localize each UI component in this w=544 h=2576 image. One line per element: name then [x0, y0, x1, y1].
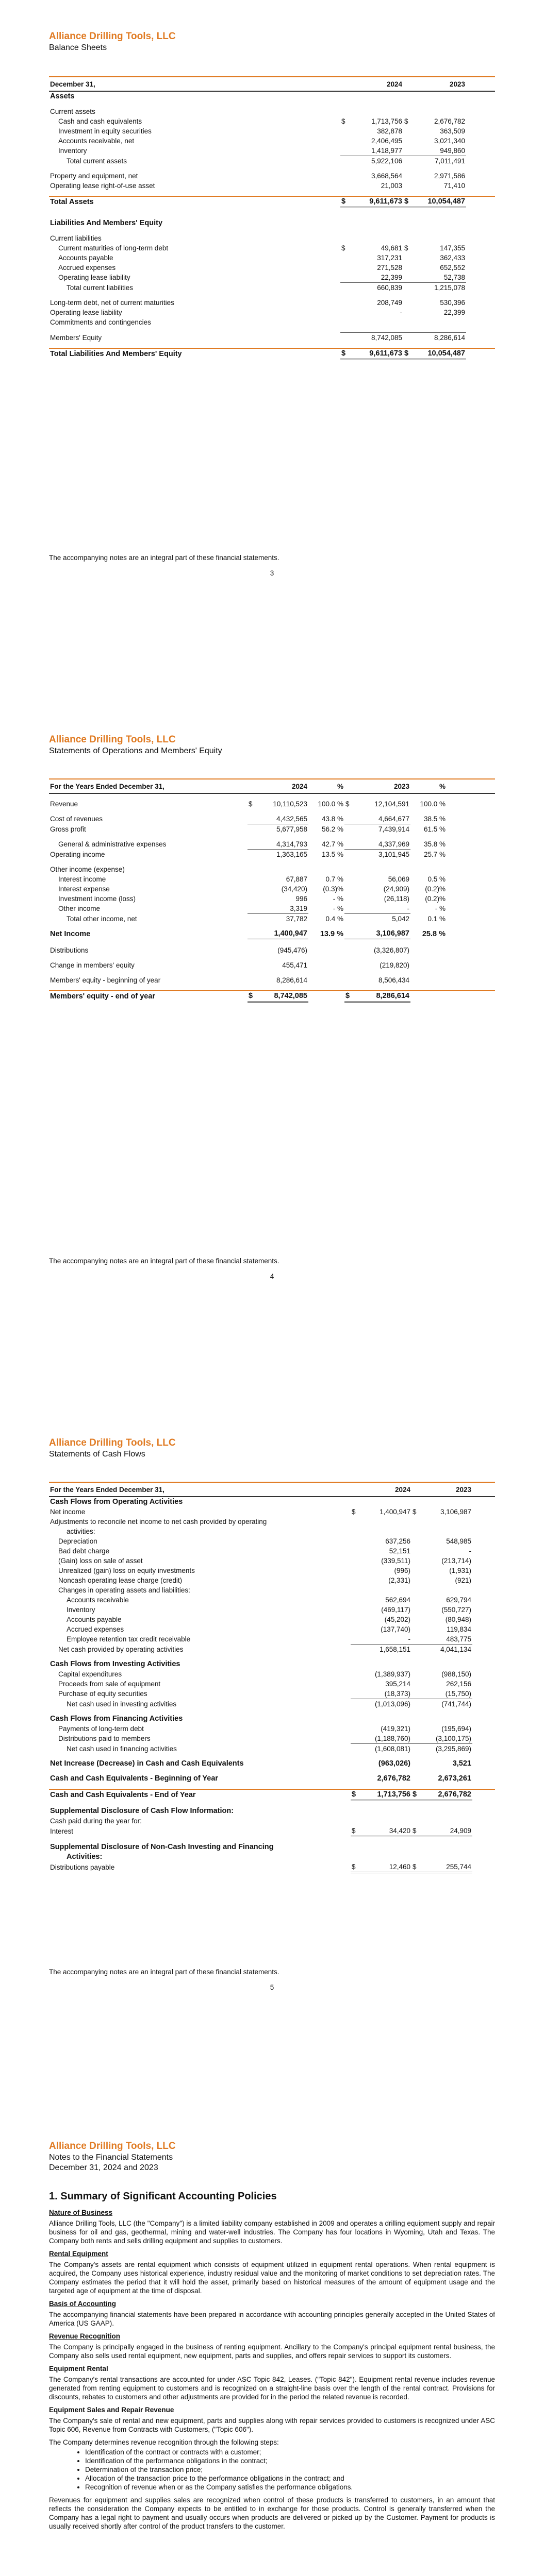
table-row: Cash and cash equivalents $ 1,713,756 $ 2,676,782 [58, 117, 465, 125]
statement-subtitle: December 31, 2024 and 2023 [49, 2163, 158, 2172]
steps-list [49, 2448, 495, 2492]
table-row: Cost of revenues 4,432,565 43.8 % 4,664,677 38.5 % [50, 815, 446, 823]
notes-body [49, 2192, 495, 2535]
table-row: Total current liabilities 660,839 1,215,078 [49, 283, 495, 293]
table-row: Operating lease liability 22,399 52,738 [58, 274, 465, 282]
table-row: Accrued expenses 271,528 652,552 [58, 264, 465, 272]
row-label: Current assets [50, 108, 95, 115]
table-row: Accounts payable 317,231 362,433 [58, 254, 465, 262]
table-row: Other income 3,319 - % - - % [58, 905, 446, 913]
cash-flows-table: For the Years Ended December 31, 2024 2023 Cash Flows from Operating Activities Net income $ 1,400,947 $ 3,106,987 Adjustments to reconcile net income to net cash provided by operating activities: Depreciation 637,256 548,985 Bad debt charge 52,151 - (Gain) loss on sale of asset (339,511) (213,714) Unrealized (gain) loss on equity investments (996) (1,931) Noncash operating lease charge (credit) (2,331) (921) Changes in operating assets and liabilities: Accounts receivable 562,694 629,794 Inventory (469,117) (550,727) Accounts payable (45,202) (80,948) Accrued expenses (137,740) 119,834 Employee retention tax credit receivable - 483,775 Net cash provided by operating activities 1,658,151 4,041,134 Cash Flows from Investing Activities Capital expenditures (1,389,937) (988,150) Proceeds from sale of equipment 395,214 262,156 Purchase of equity securities (18,373) (15,750) Net cash used in investing activities (1,013,096) (741,744) Cash Flows from Financing Activities Payments of long-term debt (419,321) (195,694) Distributions paid to members (1,188,760) (3,100,175) Net cash used in financing activities (1,608,081) (3,295,869) Net Increase (Decrease) in Cash and Cash Equivalents (963,026) 3,521 Cash and Cash Equivalents - Beginning of Year 2,676,782 2,673,261 Cash and Cash Equivalents - End of Year $ 1,713,756 $ 2,676,782 Supplemental Disclosure of Cash Flow Information: Cash paid during the year for: Interest $ 34,420 $ 24,909 Supplemental Disclosure of Non-Cash Investing and Financing Activities: Distributions payable $ 12,460 $ 255,744 [49, 1482, 495, 1873]
table-header: December 31, 2024 2023 [49, 77, 495, 91]
operations-table [49, 778, 495, 1003]
list-item: • Determination of the transaction price; [85, 2465, 495, 2474]
table-row: Bad debt charge 52,151 - [58, 1547, 471, 1555]
paragraph: The Company determines revenue recognition through the following steps: [49, 2438, 279, 2446]
table-row: Distributions (945,476) (3,326,807) [50, 946, 409, 954]
table-header: For the Years Ended December 31, 2024 2023 [49, 1482, 495, 1497]
table-row: Investment income (loss) 996 - % (26,118) (0.2)% [58, 895, 446, 903]
table-row: Noncash operating lease charge (credit) (2,331) (921) [58, 1577, 471, 1584]
table-row: Net cash used in investing activities (1,013,096) (741,744) [49, 1699, 495, 1709]
table-row: Long-term debt, net of current maturities 208,749 530,396 [50, 299, 465, 307]
table-row: Payments of long-term debt (419,321) (195,694) [58, 1725, 471, 1733]
page-balance-sheet [0, 0, 544, 703]
table-row: Net income $ 1,400,947 $ 3,106,987 [50, 1508, 471, 1516]
statement-title: Balance Sheets [49, 43, 107, 52]
page-number: 5 [270, 1984, 274, 1991]
table-row: Accounts receivable 562,694 629,794 [67, 1596, 471, 1604]
company-name: Alliance Drilling Tools, LLC [49, 2141, 176, 2151]
table-row: activities: [67, 1528, 95, 1535]
table-row: Distributions paid to members (1,188,760) (3,100,175) [58, 1735, 471, 1743]
total-row: Members' equity - end of year $ 8,742,085 $ 8,286,614 [49, 991, 495, 1002]
paragraph: The Company's sale of rental and new equipment, parts and supplies along with repair services provided to customers is recognized under ASC Topic 606, Revenue from Contracts with Customers, ("Topic 606"). [49, 2417, 495, 2433]
section-heading: Supplemental Disclosure of Non-Cash Investing and Financing [50, 1843, 274, 1851]
paragraph: The Company is principally engaged in the business of renting equipment. Ancillary to the Company's principal equipment rental business, the Company also sells used rental equipment, new equipment, parts and supplies, and offers repair services to support its customers. [49, 2343, 495, 2360]
footnote: The accompanying notes are an integral part of these financial statements. [49, 554, 279, 562]
statement-title: Statements of Cash Flows [49, 1450, 145, 1459]
statement-title: Statements of Operations and Members' Equity [49, 747, 222, 755]
subheading: Revenue Recognition [49, 2332, 121, 2340]
total-row: Total Liabilities And Members' Equity $ 9,611,673 $ 10,054,487 [49, 348, 495, 360]
table-row: Net cash used in financing activities (1,608,081) (3,295,869) [49, 1744, 495, 1754]
section-heading: Cash Flows from Financing Activities [50, 1715, 183, 1723]
table-row: Property and equipment, net 3,668,564 2,971,586 [50, 172, 465, 180]
list-item: • Allocation of the transaction price to the performance obligations in the contract; and [85, 2474, 495, 2483]
statement-title: Notes to the Financial Statements [49, 2153, 173, 2162]
section-heading: 1. Summary of Significant Accounting Policies [49, 2191, 277, 2202]
list-item: • Recognition of revenue when or as the Company satisfies the performance obligations. [85, 2483, 495, 2492]
paragraph: The accompanying financial statements have been prepared in accordance with accounting principles generally accepted in the United States of America (US GAAP). [49, 2311, 495, 2327]
table-row: Adjustments to reconcile net income to net cash provided by operating [50, 1518, 267, 1526]
table-row: Capital expenditures (1,389,937) (988,150) [58, 1670, 471, 1678]
total-row: Cash and Cash Equivalents - End of Year $ 1,713,756 $ 2,676,782 [49, 1789, 495, 1801]
page-operations [0, 703, 544, 1406]
table-row: Net cash provided by operating activities 1,658,151 4,041,134 [49, 1645, 495, 1655]
subheading: Basis of Accounting [49, 2300, 117, 2308]
table-row: Accrued expenses (137,740) 119,834 [67, 1625, 471, 1633]
table-row: Total other income, net 37,782 0.4 % 5,042 0.1 % [49, 914, 495, 924]
table-row: Operating income 1,363,165 13.5 % 3,101,945 25.7 % [49, 850, 495, 860]
table-row: General & administrative expenses 4,314,793 42.7 % 4,337,969 35.8 % [58, 840, 446, 849]
company-name: Alliance Drilling Tools, LLC [49, 31, 176, 42]
table-row: Current maturities of long-term debt $ 49,681 $ 147,355 [58, 244, 465, 252]
section-heading: Cash Flows from Operating Activities [50, 1498, 183, 1506]
table-row: Investment in equity securities 382,878 363,509 [58, 127, 465, 135]
subheading: Rental Equipment [49, 2250, 108, 2258]
table-row: Proceeds from sale of equipment 395,214 262,156 [58, 1680, 471, 1688]
total-row: Cash and Cash Equivalents - Beginning of Year 2,676,782 2,673,261 [50, 1774, 471, 1783]
paragraph: The Company's rental transactions are accounted for under ASC Topic 842, Leases. ("Topic 842"). Equipment rental revenue includes revenue generated from renting equipment to customers and is recognized on a straight-line basis over the length of the rental contract. Provisions for discounts, rebates to customers and other adjustments are provided for in the period the related revenue is recorded. [49, 2376, 495, 2401]
table-row: Interest expense (34,420) (0.3)% (24,909) (0.2)% [58, 885, 446, 893]
subheading: Nature of Business [49, 2209, 113, 2216]
table-row: Operating lease right-of-use asset 21,003 71,410 [50, 182, 465, 190]
table-row: Distributions payable $ 12,460 $ 255,744 [49, 1862, 495, 1873]
footnote: The accompanying notes are an integral part of these financial statements. [49, 1257, 279, 1265]
page-number: 4 [270, 1273, 274, 1280]
table-row: Total current assets 5,922,106 7,011,491 [49, 156, 495, 166]
page-cash-flows [0, 1406, 544, 2110]
table-row: Members' equity - beginning of year 8,286,614 8,506,434 [50, 976, 409, 984]
table-row: Operating lease liability - 22,399 [50, 309, 465, 316]
table-row: Purchase of equity securities (18,373) (15,750) [58, 1690, 471, 1698]
table-row: Commitments and contingencies [50, 318, 151, 326]
table-header: For the Years Ended December 31, 2024 % 2023 % [49, 779, 495, 793]
table-row: Interest income 67,887 0.7 % 56,069 0.5 % [58, 875, 446, 883]
table-row: Accounts receivable, net 2,406,495 3,021,340 [58, 137, 465, 145]
list-item: • Identification of the contract or contracts with a customer; [85, 2448, 495, 2456]
table-row: Accounts payable (45,202) (80,948) [67, 1616, 471, 1623]
subheading: Equipment Rental [49, 2365, 108, 2372]
table-row: Unrealized (gain) loss on equity investments (996) (1,931) [58, 1567, 471, 1574]
footnote: The accompanying notes are an integral part of these financial statements. [49, 1968, 279, 1976]
list-item: • Identification of the performance obligations in the contract; [85, 2456, 495, 2465]
table-row: Interest $ 34,420 $ 24,909 [49, 1826, 495, 1837]
company-name: Alliance Drilling Tools, LLC [49, 1437, 176, 1448]
total-row: Total Assets $ 9,611,673 $ 10,054,487 [49, 196, 495, 208]
subheading: Equipment Sales and Repair Revenue [49, 2406, 174, 2414]
table-row: Revenue $ 10,110,523 100.0 % $ 12,104,591 100.0 % [50, 800, 446, 808]
row-label: Current liabilities [50, 234, 102, 242]
page-notes [0, 2110, 544, 2576]
section-heading: Cash Flows from Investing Activities [50, 1660, 180, 1668]
table-row: Members' Equity 8,742,085 8,286,614 [49, 333, 495, 343]
table-row: Changes in operating assets and liabilities: [58, 1586, 190, 1594]
paragraph: Alliance Drilling Tools, LLC (the "Company") is a limited liability company established in 2009 and operates a drilling equipment supply and repair business for oil and gas, geothermal, mining and water-well industries. The Company has four locations in Wyoming, Utah and Texas. The Company both rents and sells drilling equipment and supplies to customers. [49, 2219, 495, 2245]
section-heading: Liabilities And Members' Equity [50, 219, 163, 227]
table-row: Gross profit 5,677,958 56.2 % 7,439,914 61.5 % [49, 824, 495, 835]
total-row: Net Increase (Decrease) in Cash and Cash Equivalents (963,026) 3,521 [50, 1759, 471, 1768]
table-row: (Gain) loss on sale of asset (339,511) (213,714) [58, 1557, 471, 1565]
table-row: Change in members' equity 455,471 (219,820) [50, 961, 409, 969]
company-name: Alliance Drilling Tools, LLC [49, 734, 176, 745]
table-row: Inventory (469,117) (550,727) [67, 1606, 471, 1614]
section-heading: Assets [50, 92, 75, 100]
paragraph: The Company's assets are rental equipment which consists of equipment utilized in equipment rental operations. When rental equipment is acquired, the Company uses historical experience, industry residual value and the monitoring of market conditions to set depreciation rates. The Company estimates the period that it will hold the asset, primarily based on historical measures of the amount of equipment usage and the targeted age of equipment at the time of disposal. [49, 2261, 495, 2295]
table-row: Employee retention tax credit receivable - 483,775 [67, 1635, 471, 1643]
section-heading: Supplemental Disclosure of Cash Flow Information: [50, 1807, 234, 1815]
balance-sheet-table [49, 76, 495, 360]
table-row: Inventory 1,418,977 949,860 [58, 147, 465, 155]
total-row: Net Income 1,400,947 13.9 % 3,106,987 25.8 % [49, 929, 495, 940]
table-row: Other income (expense) [50, 866, 125, 873]
table-row: Depreciation 637,256 548,985 [58, 1537, 471, 1545]
paragraph: Revenues for equipment and supplies sales are recognized when control of these products is transferred to customers, in an amount that reflects the consideration the Company expects to be entitled to in exchange for those products. Control is generally transferred when the Company has a legal right to payment and usually occurs when products are delivered or picked up by the Customer. Payment for products is usually received shortly after control of the product transfers to the customer. [49, 2496, 495, 2530]
page-number: 3 [270, 569, 274, 577]
